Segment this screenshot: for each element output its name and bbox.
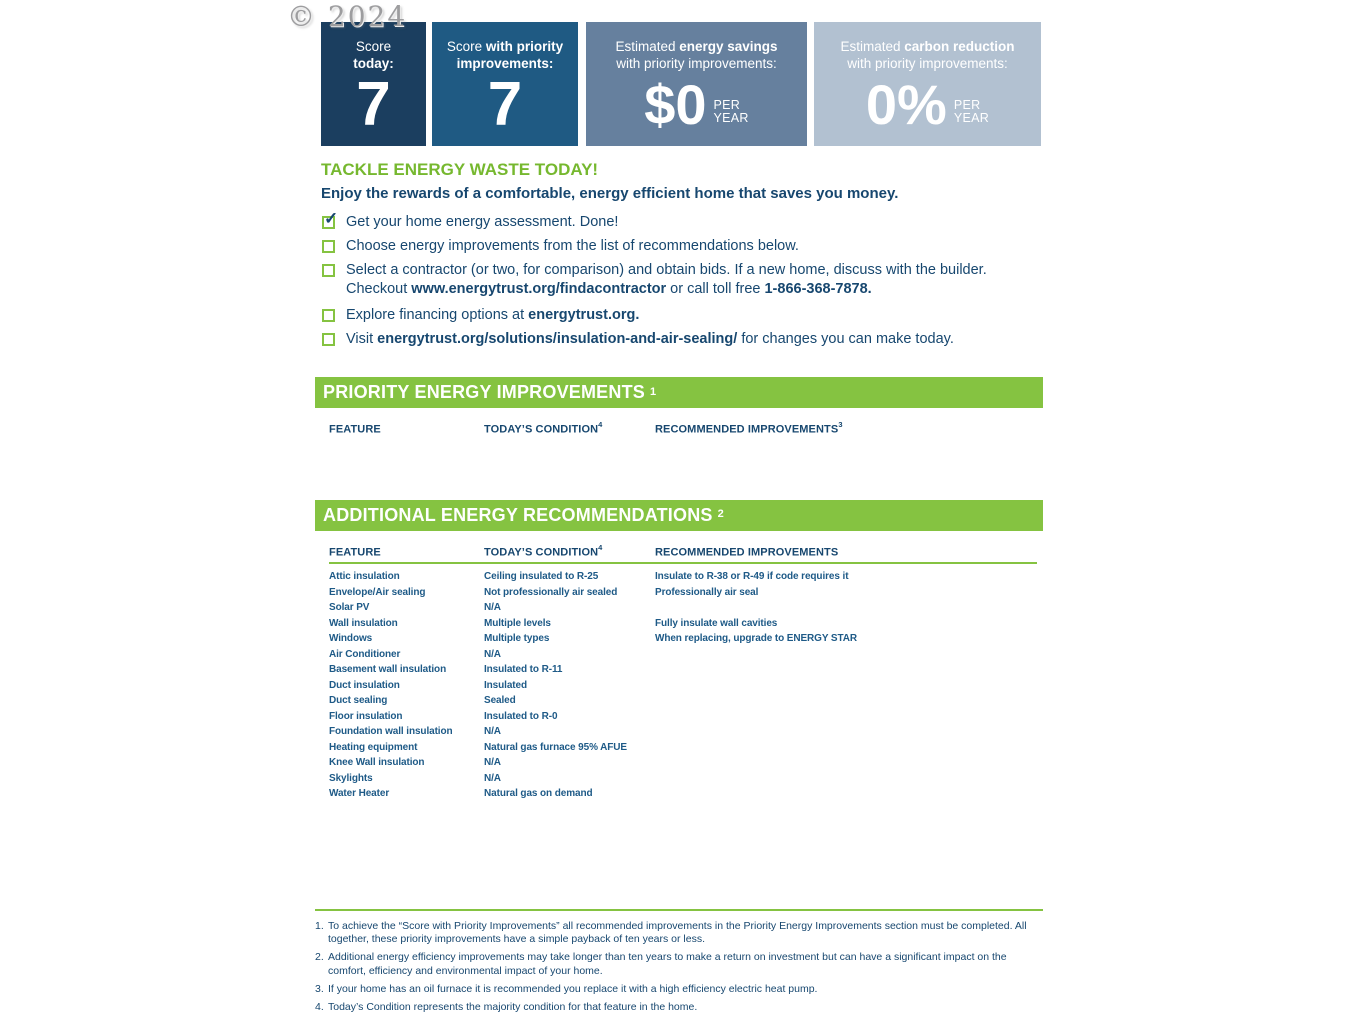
- table-cell-feature: Foundation wall insulation: [329, 726, 453, 738]
- unchecked-checkbox-icon: [322, 264, 335, 277]
- footnote-text: To achieve the “Score with Priority Improvements” all recommended improvements in the Priority Energy Improvements section must be completed. All together, these priority improvements have a simple payback of ten years or less.: [328, 919, 1027, 946]
- table-row: [329, 678, 1037, 694]
- table-cell-condition: Natural gas on demand: [484, 788, 593, 800]
- checklist-item: [321, 209, 1043, 232]
- table-cell-improvement: When replacing, upgrade to ENERGY STAR: [655, 633, 857, 645]
- table-row: [329, 740, 1037, 756]
- table-row: [329, 631, 1037, 647]
- score-today-value: 7: [356, 70, 391, 139]
- footnote: [315, 920, 1043, 947]
- footnotes: [315, 920, 1043, 1015]
- score-today-label-pre: Score: [355, 39, 392, 54]
- table-row: [329, 600, 1037, 616]
- energy-savings-value: $0 PER YEAR: [644, 73, 749, 136]
- column-header-feature: FEATURE: [329, 423, 381, 436]
- table-cell-condition: N/A: [484, 772, 501, 784]
- checklist: [321, 209, 1043, 349]
- footnote: [315, 983, 1043, 997]
- table-cell-feature: Envelope/Air sealing: [329, 586, 426, 598]
- table-cell-feature: Duct sealing: [329, 695, 388, 707]
- energy-savings-label: Estimated energy savings with priority improvements:: [615, 39, 778, 71]
- checklist-item-text: Visit energytrust.org/solutions/insulation-and-air-sealing/ for changes you can make today.: [346, 331, 954, 347]
- energy-report-page: [315, 0, 1043, 1019]
- energy-savings-box: [586, 22, 807, 146]
- table-cell-improvement: [655, 693, 1037, 709]
- table-cell-feature: Knee Wall insulation: [329, 757, 425, 769]
- checklist-item-text: Select a contractor (or two, for comparison) and obtain bids. If a new home, discuss with the builder. Checkout www.energytrust.org/findacontractor or call toll free 1-866-368-7878.: [346, 262, 987, 297]
- per-year-unit: PER YEAR: [713, 98, 749, 125]
- table-cell-feature: Attic insulation: [329, 571, 400, 583]
- table-cell-improvement: [655, 709, 1037, 725]
- table-cell-condition: Ceiling insulated to R-25: [484, 571, 599, 583]
- carbon-reduction-box: [814, 22, 1041, 146]
- checklist-item: [321, 306, 1043, 325]
- table-cell-feature: Wall insulation: [329, 617, 398, 629]
- score-summary-boxes: [321, 22, 1043, 146]
- column-header-feature: FEATURE: [329, 546, 381, 559]
- footnote-number: 4.: [315, 1000, 324, 1013]
- additional-recommendations-section: [315, 500, 1043, 802]
- table-cell-condition: Multiple levels: [484, 617, 551, 629]
- table-row: [329, 569, 1037, 585]
- table-cell-improvement: [655, 771, 1037, 787]
- footnote-number: 2.: [315, 951, 324, 964]
- priority-title-superscript: 1: [650, 385, 657, 398]
- table-cell-condition: Multiple types: [484, 633, 550, 645]
- footnote: [315, 951, 1043, 978]
- copyright-watermark: © 2024: [287, 0, 408, 33]
- unchecked-checkbox-icon: [322, 333, 335, 346]
- additional-title-superscript: 2: [717, 508, 724, 521]
- score-with-improvements-value: 7: [487, 70, 523, 139]
- table-cell-improvement: Fully insulate wall cavities: [655, 617, 778, 629]
- table-row: [329, 647, 1037, 663]
- table-cell-improvement: [655, 724, 1037, 740]
- checklist-item: [321, 330, 1043, 349]
- carbon-reduction-value: 0% PER YEAR: [865, 73, 990, 136]
- table-row: [329, 771, 1037, 787]
- table-cell-improvement: [655, 678, 1037, 694]
- table-cell-improvement: Insulate to R-38 or R-49 if code requires it: [655, 571, 849, 583]
- table-cell-condition: Sealed: [484, 695, 516, 707]
- table-cell-improvement: [655, 600, 1037, 616]
- score-with-improvements-label: Score with priority improvements:: [446, 39, 564, 71]
- priority-improvements-section: [315, 377, 1043, 500]
- unchecked-checkbox-icon: [322, 240, 335, 253]
- column-header-condition: TODAY’S CONDITION$^4$: [484, 542, 603, 559]
- per-year-unit: PER YEAR: [953, 98, 990, 125]
- table-cell-feature: Heating equipment: [329, 741, 418, 753]
- score-today-box: [321, 22, 426, 146]
- table-cell-condition: Insulated to R-11: [484, 664, 563, 676]
- checklist-item: [321, 237, 1043, 256]
- priority-section-header-bar: [315, 377, 1043, 408]
- table-cell-condition: N/A: [484, 757, 501, 769]
- table-row: [329, 616, 1037, 632]
- table-cell-condition: Not professionally air sealed: [484, 586, 618, 598]
- table-cell-feature: Air Conditioner: [329, 648, 401, 660]
- checklist-item: [321, 261, 1043, 299]
- table-cell-improvement: [655, 755, 1037, 771]
- table-row: [329, 755, 1037, 771]
- table-row: [329, 585, 1037, 601]
- footnote-text: If your home has an oil furnace it is recommended you replace it with a high efficiency electric heat pump.: [328, 982, 818, 995]
- table-cell-improvement: [655, 647, 1037, 663]
- footnote-number: 3.: [315, 982, 324, 995]
- carbon-reduction-label: Estimated carbon reduction with priority improvements:: [840, 39, 1015, 71]
- footnote-text: Today’s Condition represents the majority condition for that feature in the home.: [328, 1000, 698, 1013]
- column-header-condition: TODAY’S CONDITION$^4$: [484, 420, 603, 436]
- priority-section-title: PRIORITY ENERGY IMPROVEMENTS: [323, 382, 645, 402]
- table-row: [329, 693, 1037, 709]
- table-cell-condition: N/A: [484, 648, 501, 660]
- table-cell-feature: Windows: [329, 633, 373, 645]
- table-cell-improvement: [655, 786, 1037, 802]
- table-cell-condition: N/A: [484, 726, 501, 738]
- additional-section-title: ADDITIONAL ENERGY RECOMMENDATIONS: [323, 504, 713, 525]
- checked-checkbox-icon: [322, 209, 339, 229]
- table-row: [329, 709, 1037, 725]
- footnotes-divider: [315, 909, 1043, 911]
- table-cell-improvement: [655, 740, 1037, 756]
- column-header-improvements: RECOMMENDED IMPROVEMENTS: [655, 546, 839, 559]
- score-today-label-bold: today:: [353, 56, 394, 71]
- table-row: [329, 662, 1037, 678]
- footnote: [315, 1001, 1043, 1015]
- footnote-text: Additional energy efficiency improvements may take longer than ten years to make a return on investment but can have a significant impact on the comfort, efficiency and environmental impact of your home.: [328, 951, 1007, 977]
- unchecked-checkbox-icon: [322, 309, 335, 322]
- additional-table-body: [329, 569, 1037, 802]
- table-cell-feature: Duct insulation: [329, 679, 400, 691]
- section-headline: TACKLE ENERGY WASTE TODAY!: [321, 160, 599, 179]
- table-row: [329, 724, 1037, 740]
- additional-table-header: [329, 544, 1037, 565]
- priority-table-empty-space: [315, 445, 1043, 500]
- table-cell-condition: Natural gas furnace 95% AFUE: [484, 741, 627, 753]
- table-cell-feature: Water Heater: [329, 788, 390, 800]
- checklist-item-text: Explore financing options at energytrust.org.: [346, 307, 640, 323]
- table-cell-feature: Skylights: [329, 772, 373, 784]
- priority-table-header: [329, 421, 1037, 440]
- section-subheadline: Enjoy the rewards of a comfortable, energy efficient home that saves you money.: [321, 185, 899, 202]
- footnote-number: 1.: [315, 919, 324, 932]
- checklist-item-text: Get your home energy assessment. Done!: [346, 214, 619, 230]
- checkmark-icon: ✓: [324, 209, 339, 228]
- table-cell-feature: Solar PV: [329, 602, 370, 614]
- table-cell-improvement: [655, 662, 1037, 678]
- column-header-improvements: RECOMMENDED IMPROVEMENTS$^3$: [655, 420, 843, 436]
- score-with-improvements-box: [432, 22, 578, 146]
- additional-section-header-bar: [315, 500, 1043, 531]
- table-cell-feature: Floor insulation: [329, 710, 403, 722]
- checklist-item-text: Choose energy improvements from the list of recommendations below.: [346, 238, 799, 254]
- table-cell-improvement: Professionally air seal: [655, 586, 759, 598]
- table-cell-condition: Insulated to R-0: [484, 710, 558, 722]
- table-cell-condition: Insulated: [484, 679, 527, 691]
- table-row: [329, 786, 1037, 802]
- table-cell-feature: Basement wall insulation: [329, 664, 447, 676]
- table-cell-condition: N/A: [484, 602, 501, 614]
